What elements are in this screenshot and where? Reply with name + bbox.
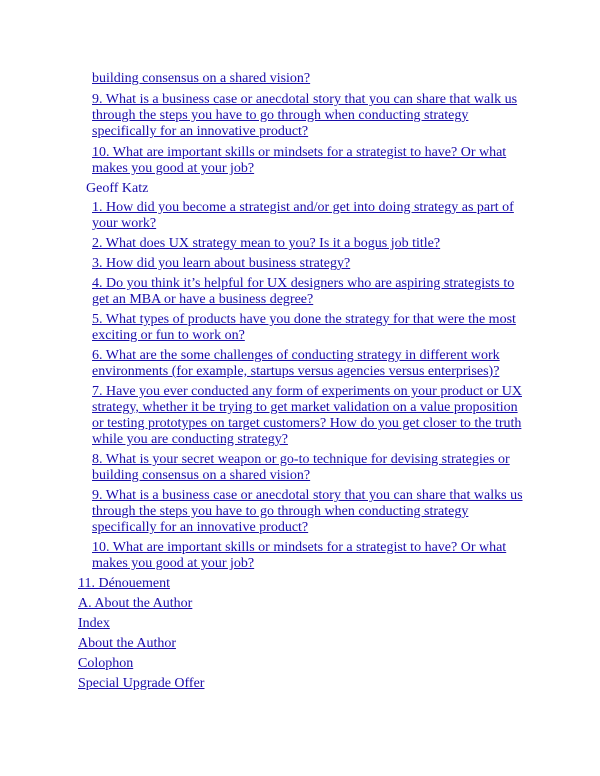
- toc-link-about-author[interactable]: About the Author: [78, 636, 176, 651]
- toc-link-chapter-11[interactable]: 11. Dénouement: [78, 576, 171, 591]
- toc-link-building-consensus[interactable]: building consensus on a shared vision?: [92, 71, 311, 86]
- toc-link-q4[interactable]: 4. Do you think it’s helpful for UX designers who are aspiring strategists to get an MBA or have a business degree?: [92, 276, 515, 307]
- toc-link-question-9-business-case[interactable]: 9. What is a business case or anecdotal story that you can share that walk us through the steps you have to go through when conducting strategy specifically for an innovative product?: [92, 92, 518, 139]
- toc-link-q2[interactable]: 2. What does UX strategy mean to you? Is it a bogus job title?: [92, 236, 441, 251]
- toc-link-question-10-skills[interactable]: 10. What are important skills or mindsets for a strategist to have? Or what makes you good at your job?: [92, 145, 507, 176]
- toc-link-q5[interactable]: 5. What types of products have you done the strategy for that were the most exciting or fun to work on?: [92, 312, 516, 343]
- toc-link-q3[interactable]: 3. How did you learn about business strategy?: [92, 256, 351, 271]
- toc-link-upgrade-offer[interactable]: Special Upgrade Offer: [78, 676, 205, 691]
- toc-link-q1[interactable]: 1. How did you become a strategist and/or get into doing strategy as part of your work?: [92, 200, 514, 231]
- toc-link-q10[interactable]: 10. What are important skills or mindsets for a strategist to have? Or what makes you good at your job?: [92, 540, 507, 571]
- toc-link-appendix-a[interactable]: A. About the Author: [78, 596, 193, 611]
- toc-link-colophon[interactable]: Colophon: [78, 656, 134, 671]
- toc-link-q8[interactable]: 8. What is your secret weapon or go-to technique for devising strategies or building consensus on a shared vision?: [92, 452, 510, 483]
- toc-link-q6[interactable]: 6. What are the some challenges of conducting strategy in different work environments (for example, startups versus agencies versus enterprises)?: [92, 348, 500, 379]
- toc-link-q7[interactable]: 7. Have you ever conducted any form of experiments on your product or UX strategy, whether it be trying to get market validation on a value proposition or testing prototypes on target customers? How do you get closer to the truth while you are conducting strategy?: [92, 384, 522, 447]
- toc-section-geoff-katz: Geoff Katz: [86, 181, 149, 196]
- toc-link-index[interactable]: Index: [78, 616, 110, 631]
- toc-link-q9[interactable]: 9. What is a business case or anecdotal story that you can share that walks us through the steps you have to go through when conducting strategy specifically for an innovative product?: [92, 488, 523, 535]
